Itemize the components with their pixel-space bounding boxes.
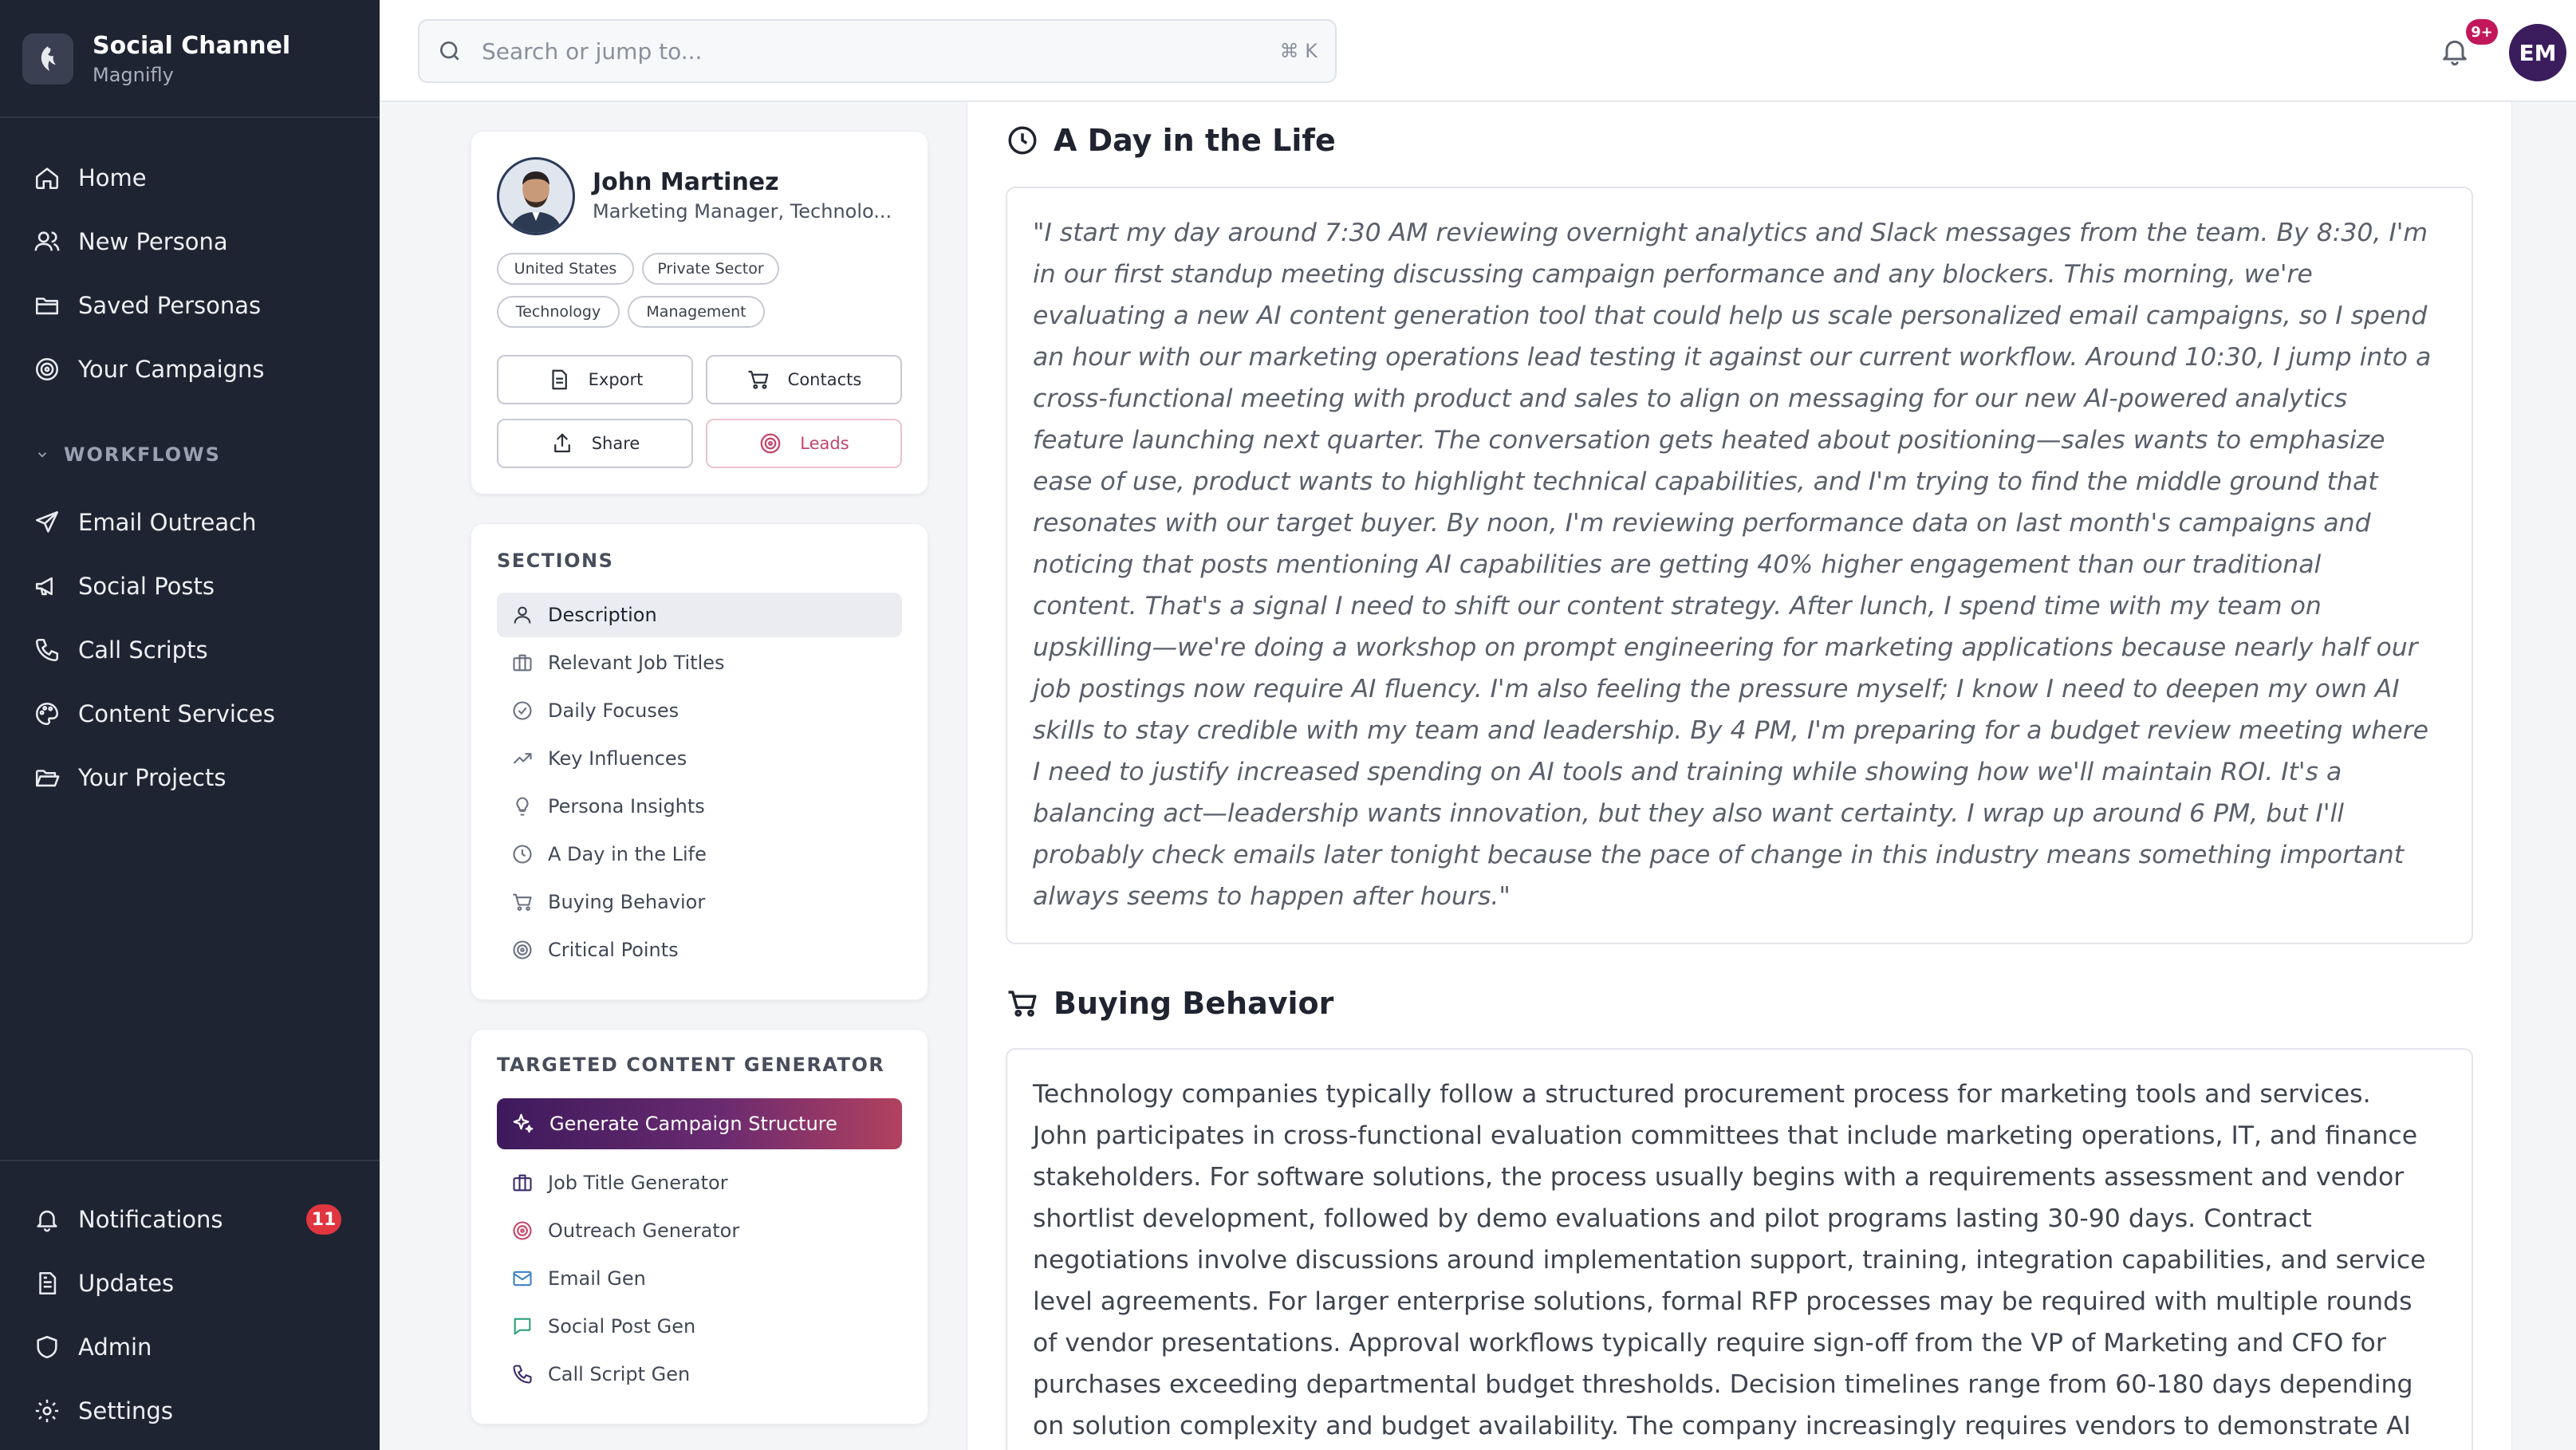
- persona-detail-panel: [967, 102, 2512, 1450]
- shield-icon: [33, 1334, 61, 1361]
- persona-profile-card: [471, 131, 928, 494]
- text-line: of vendor presentations. Approval workflows typically require sign-off from the VP of Marketing and CFO for: [1033, 1329, 2386, 1357]
- phone-icon: [33, 636, 61, 664]
- nav-saved-personas-label: Saved Personas: [78, 292, 262, 319]
- nav-social-posts-label: Social Posts: [78, 573, 215, 600]
- quote-line: job postings now require AI fluency. I'm also feeling the pressure myself; I know I need to deepen my own AI: [1033, 675, 2400, 703]
- search-shortcut-hint: ⌘ K: [1279, 40, 1318, 62]
- section-link-label: Persona Insights: [548, 795, 705, 818]
- quote-line: "I start my day around 7:30 AM reviewing overnight analytics and Slack messages from the team. By 8:30, I'm: [1033, 219, 2428, 247]
- leads-button[interactable]: [706, 419, 902, 468]
- section-link-persona-insights[interactable]: [497, 784, 902, 829]
- nav-call-scripts-label: Call Scripts: [78, 636, 208, 664]
- nav-home-label: Home: [78, 164, 147, 191]
- briefcase-icon: [511, 1172, 534, 1194]
- nav-notifications-label: Notifications: [78, 1206, 223, 1233]
- day-in-life-title: A Day in the Life: [1054, 123, 1336, 158]
- section-link-label: Critical Points: [548, 939, 679, 961]
- email-gen-link[interactable]: [497, 1256, 902, 1301]
- nav-updates-label: Updates: [78, 1270, 175, 1297]
- nav-settings[interactable]: [22, 1386, 357, 1436]
- generator-link-label: Job Title Generator: [548, 1172, 728, 1194]
- social-post-gen-link[interactable]: [497, 1304, 902, 1349]
- quote-line: in our first standup meeting discussing campaign performance and any blockers. This morning, we're: [1033, 260, 2313, 289]
- quote-line: balancing act—leadership wants innovation, but they also want certainty. I wrap up around 6 PM, but I'll: [1033, 799, 2344, 828]
- text-line: purchases exceeding departmental budget thresholds. Decision timelines range from 60-180 days depending: [1033, 1370, 2413, 1399]
- cart-icon: [511, 891, 534, 913]
- target-icon: [511, 939, 534, 961]
- quote-line: always seems to happen after hours.": [1033, 882, 1511, 911]
- generate-campaign-structure-label: Generate Campaign Structure: [549, 1113, 837, 1135]
- section-link-label: A Day in the Life: [548, 843, 707, 865]
- contacts-button-label: Contacts: [787, 370, 862, 389]
- nav-your-campaigns[interactable]: [22, 345, 357, 394]
- briefcase-icon: [511, 652, 534, 674]
- nav-admin[interactable]: [22, 1322, 357, 1372]
- contacts-button[interactable]: [706, 355, 902, 404]
- text-line: John participates in cross-functional evaluation committees that include marketing operations, IT, and finance: [1033, 1121, 2418, 1150]
- section-link-day-in-life[interactable]: [497, 832, 902, 877]
- tag-country: United States: [497, 253, 634, 285]
- nav-settings-label: Settings: [78, 1397, 173, 1424]
- section-link-label: Daily Focuses: [548, 699, 679, 722]
- job-title-generator-link[interactable]: [497, 1160, 902, 1205]
- workflows-toggle[interactable]: [35, 443, 221, 466]
- persona-name: John Martinez: [593, 168, 779, 196]
- text-line: shortlist development, followed by demo evaluations and pilot programs lasting 30-90 days. Contract: [1033, 1204, 2312, 1233]
- chevron-down-icon: [35, 447, 49, 462]
- text-line: level agreements. For larger enterprise solutions, formal RFP processes may be required with multiple rounds: [1033, 1287, 2413, 1316]
- tag-sector: Private Sector: [642, 253, 779, 285]
- clock-icon: [1006, 124, 1039, 157]
- day-in-life-quote: [1033, 212, 2446, 917]
- leads-button-label: Leads: [800, 434, 849, 453]
- quote-line: ease of use, product wants to highlight technical capabilities, and I'm trying to find the middle ground that: [1033, 467, 2378, 496]
- document-icon: [33, 1270, 61, 1297]
- generator-link-label: Outreach Generator: [548, 1219, 740, 1242]
- nav-call-scripts[interactable]: [22, 625, 357, 675]
- export-button-label: Export: [588, 370, 644, 389]
- persona-avatar: [497, 157, 575, 235]
- sections-nav-card: [471, 523, 928, 1000]
- nav-email-outreach-label: Email Outreach: [78, 509, 257, 536]
- text-line: negotiations involve discussions around implementation support, training, integration capabilities, and service: [1033, 1246, 2426, 1275]
- text-line: stakeholders. For software solutions, the process usually begins with a requirements assessment and vendor: [1033, 1163, 2405, 1192]
- buying-behavior-text-box: [1006, 1048, 2473, 1450]
- search-placeholder: Search or jump to...: [482, 37, 703, 65]
- buying-behavior-heading: [1006, 986, 1333, 1021]
- section-link-label: Description: [548, 604, 657, 626]
- topbar: [380, 0, 2576, 102]
- nav-content-services-label: Content Services: [78, 700, 275, 727]
- nav-updates[interactable]: [22, 1259, 357, 1308]
- search-icon: [437, 38, 463, 64]
- tag-level: Management: [628, 296, 765, 328]
- quote-line: noticing that posts mentioning AI capabilities are getting 40% higher engagement than our traditional: [1033, 550, 2322, 579]
- buying-behavior-text: [1033, 1074, 2446, 1447]
- content-generator-card: [471, 1029, 928, 1424]
- megaphone-icon: [33, 573, 61, 600]
- nav-email-outreach[interactable]: [22, 498, 357, 547]
- brand-logo-icon: [22, 33, 73, 85]
- notifications-count-badge: 11: [306, 1204, 341, 1235]
- quote-line: an hour with our marketing operations lead testing it against our current workflow. Around 10:30, I jump into a: [1033, 343, 2432, 372]
- section-link-description[interactable]: [497, 593, 902, 637]
- share-icon: [550, 431, 574, 455]
- cart-icon: [1006, 987, 1039, 1020]
- mail-icon: [511, 1267, 534, 1290]
- send-icon: [33, 509, 61, 536]
- call-script-gen-link[interactable]: [497, 1352, 902, 1397]
- quote-line: skills to stay credible with my team and leadership. By 4 PM, I'm preparing for a budget review meeting where: [1033, 716, 2428, 745]
- section-link-label: Key Influences: [548, 747, 687, 770]
- sidebar-divider: [0, 1160, 380, 1161]
- generator-link-label: Email Gen: [548, 1267, 646, 1290]
- quote-line: evaluating a new AI content generation tool that could help us scale personalized email campaigns, so I spend: [1033, 301, 2428, 330]
- nav-your-projects-label: Your Projects: [78, 764, 226, 791]
- export-button[interactable]: [497, 355, 693, 404]
- check-circle-icon: [511, 699, 534, 722]
- generator-heading: TARGETED CONTENT GENERATOR: [497, 1054, 885, 1076]
- generator-link-label: Social Post Gen: [548, 1315, 696, 1338]
- share-button-label: Share: [591, 434, 640, 453]
- day-in-life-text-box: [1006, 187, 2473, 944]
- nav-admin-label: Admin: [78, 1334, 152, 1361]
- home-icon: [33, 164, 61, 191]
- nav-social-posts[interactable]: [22, 561, 357, 611]
- user-icon: [511, 604, 534, 626]
- generate-campaign-structure-button[interactable]: [497, 1098, 902, 1149]
- section-link-key-influences[interactable]: [497, 736, 902, 781]
- buying-behavior-title: Buying Behavior: [1054, 986, 1334, 1021]
- sections-heading: SECTIONS: [497, 550, 614, 572]
- search-input[interactable]: [418, 19, 1337, 83]
- target-icon: [33, 356, 61, 383]
- persona-role: Marketing Manager, Technolo...: [593, 200, 892, 223]
- section-link-daily-focuses[interactable]: [497, 688, 902, 733]
- day-in-life-heading: [1006, 123, 1336, 158]
- generator-link-label: Call Script Gen: [548, 1363, 691, 1385]
- quote-line: resonates with our target buyer. By noon, I'm reviewing performance data on last month's campaigns and: [1033, 509, 2371, 538]
- brand-header[interactable]: [0, 0, 380, 118]
- share-button[interactable]: [497, 419, 693, 468]
- nav-your-projects[interactable]: [22, 753, 357, 802]
- nav-saved-personas[interactable]: [22, 281, 357, 330]
- bell-icon: [33, 1206, 61, 1233]
- bell-count-badge: 9+: [2466, 19, 2498, 45]
- section-link-critical-points[interactable]: [497, 928, 902, 972]
- nav-home[interactable]: [22, 153, 357, 203]
- quote-line: upskilling—we're doing a workshop on prompt engineering for marketing applications because nearly half our: [1033, 633, 2418, 662]
- brand-title: Social Channel: [93, 32, 291, 60]
- nav-new-persona-label: New Persona: [78, 228, 228, 255]
- palette-icon: [33, 700, 61, 727]
- chat-icon: [511, 1315, 534, 1338]
- notifications-bell-icon[interactable]: [2439, 35, 2471, 67]
- quote-line: content. That's a signal I need to shift our content strategy. After lunch, I spend time with my team on: [1033, 592, 2322, 621]
- outreach-generator-link[interactable]: [497, 1208, 902, 1253]
- text-line: Technology companies typically follow a structured procurement process for marketing tools and services.: [1033, 1080, 2371, 1109]
- quote-line: probably check emails later tonight because the pace of change in this industry means something important: [1033, 841, 2405, 869]
- phone-icon: [511, 1363, 534, 1385]
- section-link-job-titles[interactable]: [497, 640, 902, 685]
- quote-line: I need to justify increased spending on AI tools and training while showing how we'll maintain ROI. It's a: [1033, 758, 2342, 786]
- sidebar: [0, 0, 380, 1450]
- nav-new-persona[interactable]: [22, 217, 357, 266]
- section-link-buying-behavior[interactable]: [497, 880, 902, 924]
- folder-icon: [33, 292, 61, 319]
- workflows-label: WORKFLOWS: [64, 443, 221, 466]
- sparkles-icon: [511, 1112, 535, 1136]
- quote-line: cross-functional meeting with product and sales to align on messaging for our new AI-powered analytics: [1033, 384, 2348, 413]
- folder-open-icon: [33, 764, 61, 791]
- user-avatar[interactable]: EM: [2509, 24, 2566, 81]
- users-icon: [33, 228, 61, 255]
- section-link-label: Buying Behavior: [548, 891, 706, 913]
- text-line: on solution complexity and budget availability. The company increasingly requires vendors to demonstrate AI: [1033, 1412, 2411, 1440]
- cart-icon: [746, 368, 770, 392]
- target-icon: [758, 431, 782, 455]
- nav-content-services[interactable]: [22, 689, 357, 739]
- quote-line: feature launching next quarter. The conversation gets heated about positioning—sales wants to emphasize: [1033, 426, 2385, 455]
- brand-subtitle: Magnifly: [93, 64, 174, 86]
- target-icon: [511, 1219, 534, 1242]
- lightbulb-icon: [511, 795, 534, 818]
- document-icon: [547, 368, 571, 392]
- section-link-label: Relevant Job Titles: [548, 652, 725, 674]
- gear-icon: [33, 1397, 61, 1424]
- tag-industry: Technology: [497, 296, 620, 328]
- trend-up-icon: [511, 747, 534, 770]
- clock-icon: [511, 843, 534, 865]
- nav-your-campaigns-label: Your Campaigns: [78, 356, 265, 383]
